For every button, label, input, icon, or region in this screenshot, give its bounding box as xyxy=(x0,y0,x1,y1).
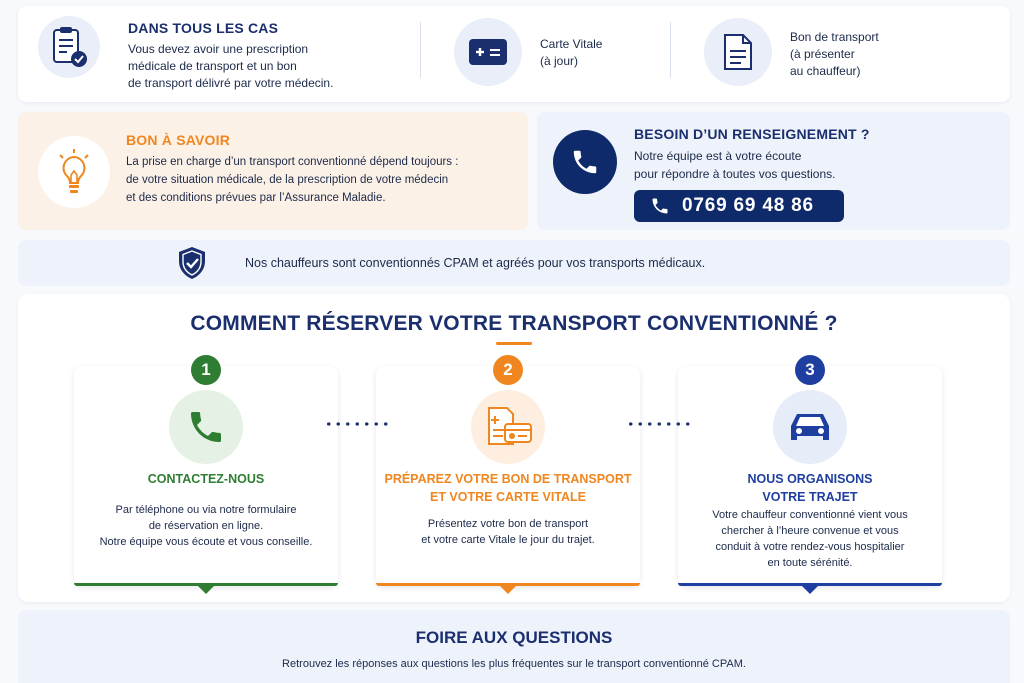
step-3-text-3: conduit à votre rendez-vous hospitalier xyxy=(715,541,905,553)
how-to-book-title: COMMENT RÉSERVER VOTRE TRANSPORT CONVENTIONNÉ ? xyxy=(190,312,838,335)
how-to-book-section xyxy=(18,294,1010,602)
faq-subtitle: Retrouvez les réponses aux questions les plus fréquentes sur le transport conventionné CPAM. xyxy=(282,658,746,670)
step-2-badge: 2 xyxy=(493,355,523,385)
lightbulb-icon xyxy=(38,136,110,208)
phone-icon xyxy=(650,196,670,216)
transport-line-1: Bon de transport xyxy=(790,30,879,44)
step-card-3 xyxy=(678,366,942,586)
contact-line-1: Notre équipe est à votre écoute xyxy=(634,149,802,163)
divider xyxy=(670,22,671,78)
step-1-text-2: de réservation en ligne. xyxy=(148,520,264,532)
all-cases-line-2: médicale de transport et un bon xyxy=(128,59,297,73)
car-icon xyxy=(773,390,847,464)
step-1-pointer xyxy=(198,586,214,594)
prescription-card-icon xyxy=(471,390,545,464)
vitale-line-2: (à jour) xyxy=(540,54,579,68)
step-3-title-2: VOTRE TRAJET xyxy=(762,490,858,504)
step-1-badge: 1 xyxy=(191,355,221,385)
all-cases-line-1: Vous devez avoir une prescription xyxy=(128,42,309,56)
faq-title: FOIRE AUX QUESTIONS xyxy=(415,628,613,647)
good-to-know-panel xyxy=(18,112,528,230)
phone-number-button[interactable] xyxy=(634,190,844,222)
step-3-badge: 3 xyxy=(795,355,825,385)
good-to-know-line-1: La prise en charge d’un transport conventionné dépend toujours : xyxy=(126,156,459,168)
step-card-2 xyxy=(376,366,640,586)
step-2-text-1: Présentez votre bon de transport xyxy=(427,518,589,530)
faq-section xyxy=(18,610,1010,683)
all-cases-line-3: de transport délivré par votre médecin. xyxy=(128,76,334,90)
good-to-know-line-3: et des conditions prévues par l’Assurance Maladie. xyxy=(126,192,386,204)
transport-line-2: (à présenter xyxy=(790,47,855,61)
card-icon xyxy=(454,18,522,86)
good-to-know-title: BON À SAVOIR xyxy=(126,132,231,148)
requirements-panel xyxy=(18,6,1010,102)
phone-icon xyxy=(169,390,243,464)
step-3-text-2: chercher à l’heure convenue et vous xyxy=(721,525,899,537)
step-1-title: CONTACTEZ-NOUS xyxy=(147,472,265,486)
document-icon xyxy=(704,18,772,86)
phone-number: 0769 69 48 86 xyxy=(682,195,814,216)
step-card-1 xyxy=(74,366,338,586)
step-3-text-1: Votre chauffeur conventionné vient vous xyxy=(712,509,908,521)
vitale-line-1: Carte Vitale xyxy=(540,37,603,51)
clipboard-check-icon xyxy=(38,16,100,78)
title-underline xyxy=(496,342,532,345)
cpam-text: Nos chauffeurs sont conventionnés CPAM et agréés pour vos transports médicaux. xyxy=(245,256,706,270)
all-cases-title: DANS TOUS LES CAS xyxy=(128,20,279,36)
step-2-pointer xyxy=(500,586,516,594)
step-2-text-2: et votre carte Vitale le jour du trajet. xyxy=(421,534,595,546)
phone-icon xyxy=(553,130,617,194)
step-3-title-1: NOUS ORGANISONS xyxy=(747,472,873,486)
step-2-title-2: ET VOTRE CARTE VITALE xyxy=(429,490,587,504)
step-2-title-1: PRÉPAREZ VOTRE BON DE TRANSPORT xyxy=(384,472,632,486)
step-connector-1 xyxy=(324,422,390,426)
contact-line-2: pour répondre à toutes vos questions. xyxy=(634,167,836,181)
good-to-know-line-2: de votre situation médicale, de la prescription de votre médecin xyxy=(126,174,449,186)
contact-title: BESOIN D’UN RENSEIGNEMENT ? xyxy=(634,126,870,142)
step-1-text-1: Par téléphone ou via notre formulaire xyxy=(115,504,297,516)
transport-line-3: au chauffeur) xyxy=(790,64,861,78)
step-connector-2 xyxy=(626,422,692,426)
step-1-text-3: Notre équipe vous écoute et vous conseille. xyxy=(99,536,313,548)
cpam-banner xyxy=(18,240,1010,286)
shield-check-icon xyxy=(176,246,208,285)
step-3-text-4: en toute sérénité. xyxy=(767,557,853,569)
divider xyxy=(420,22,421,78)
step-3-pointer xyxy=(802,586,818,594)
